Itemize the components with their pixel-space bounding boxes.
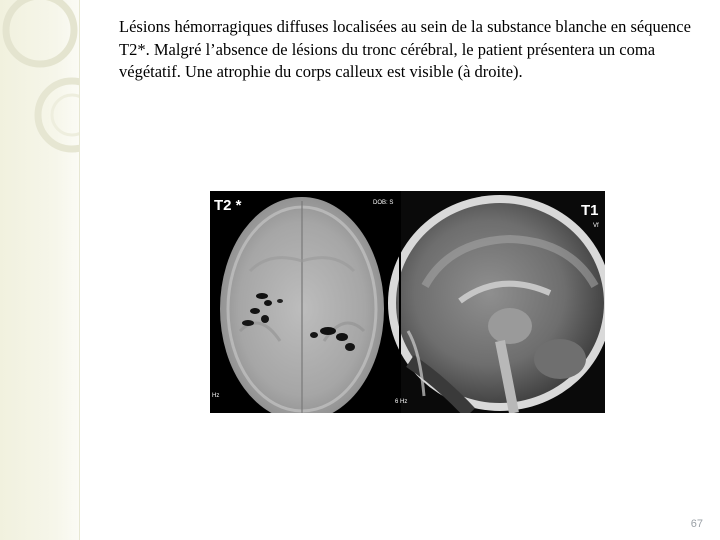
mri-images (210, 191, 605, 413)
right-side-text: Vf (593, 223, 599, 229)
middle-bottom-text: 6 Hz (395, 399, 408, 405)
decorative-circles (0, 0, 79, 200)
t1-sagittal-image (388, 191, 605, 413)
t2-label: T2 * (214, 197, 242, 214)
t1-label: T1 (581, 202, 599, 219)
left-bottom-text: Hz (212, 393, 220, 399)
t2-axial-image (210, 191, 400, 413)
left-header-text: DOB: S (373, 200, 394, 206)
slide-body-text: Lésions hémorragiques diffuses localisées au sein de la substance blanche en séquence T2*. Malgré l’absence de lésions du tronc cérébral, le patient présentera un coma végétatif. Une atrophie du corps calleux est visible (à droite). (119, 17, 691, 81)
decorative-side-panel (0, 0, 79, 540)
side-panel-border (79, 0, 80, 540)
page-number: 67 (690, 518, 703, 530)
mri-figure (210, 191, 605, 413)
